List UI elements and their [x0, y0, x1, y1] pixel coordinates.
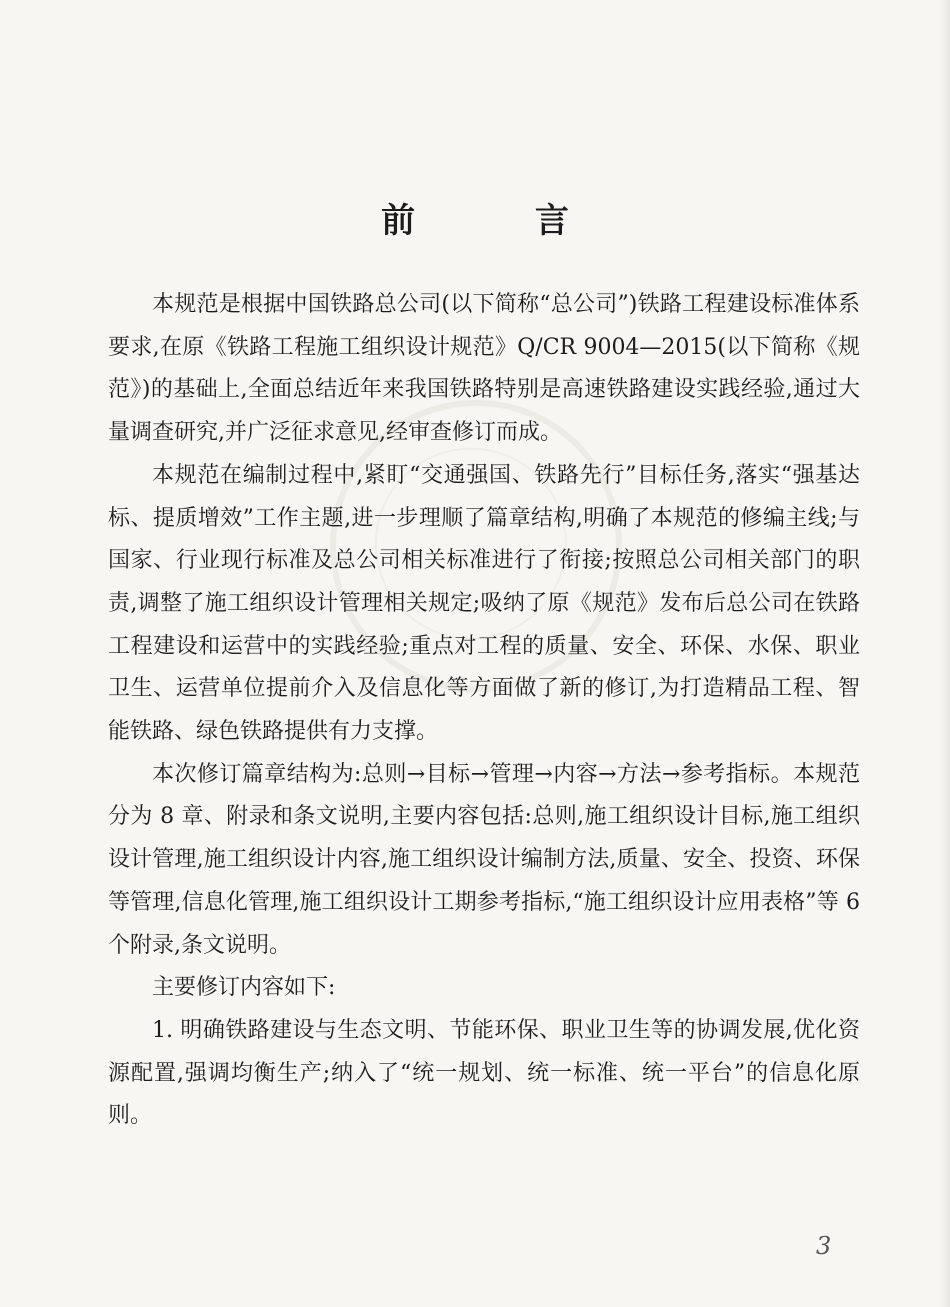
page-title: 前 言 [381, 201, 623, 241]
paragraph-5: 1. 明确铁路建设与生态文明、节能环保、职业卫生等的协调发展,优化资源配置,强调均衡生产;纳入了“统一规划、统一标准、统一平台”的信息化原则。 [108, 1017, 860, 1129]
paragraph-1: 本规范是根据中国铁路总公司(以下简称“总公司”)铁路工程建设标准体系要求,在原《铁路工程施工组织设计规范》Q/CR 9004—2015(以下简称《规范》)的基础上,全面总结近年来我国铁路特别是高速铁路建设实践经验,通过大量调查研究,并广泛征求意见,经审查修订而成。 [108, 292, 860, 446]
paragraph-2: 本规范在编制过程中,紧盯“交通强国、铁路先行”目标任务,落实“强基达标、提质增效”工作主题,进一步理顺了篇章结构,明确了本规范的修编主线;与国家、行业现行标准及总公司相关标准进行了衔接;按照总公司相关部门的职责,调整了施工组织设计管理相关规定;吸纳了原《规范》发布后总公司在铁路工程建设和运营中的实践经验;重点对工程的质量、安全、环保、水保、职业卫生、运营单位提前介入及信息化等方面做了新的修订,为打造精品工程、智能铁路、绿色铁路提供有力支撑。 [108, 462, 860, 745]
paragraph-4: 主要修订内容如下: [152, 975, 336, 1001]
page-number: 3 [816, 1232, 832, 1260]
page-edge-shadow [940, 0, 950, 1307]
paragraph-3: 本次修订篇章结构为:总则→目标→管理→内容→方法→参考指标。本规范分为 8 章、附录和条文说明,主要内容包括:总则,施工组织设计目标,施工组织设计管理,施工组织设计内容,施工组织设计编制方法,质量、安全、投资、环保等管理,信息化管理,施工组织设计工期参考指标,“施工组织设计应用表格”等 6 个附录,条文说明。 [108, 761, 860, 958]
body-text [108, 284, 860, 1138]
